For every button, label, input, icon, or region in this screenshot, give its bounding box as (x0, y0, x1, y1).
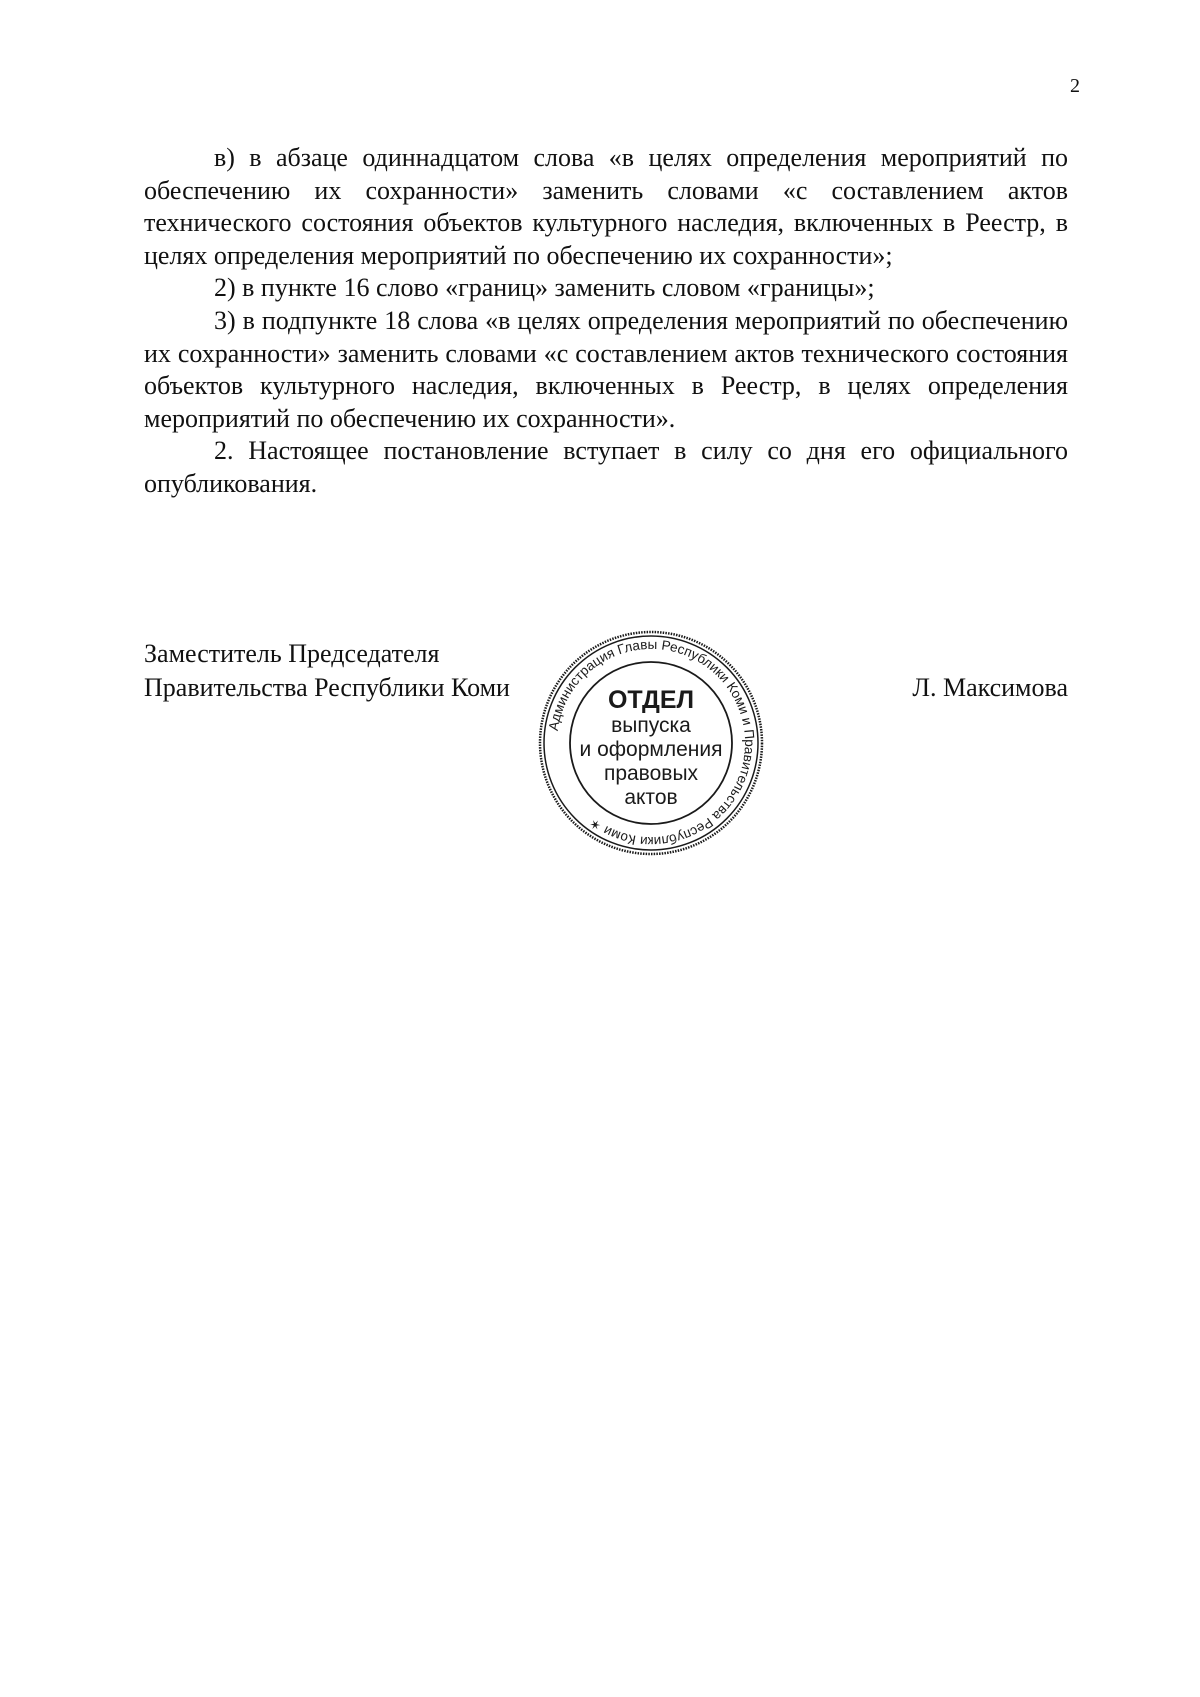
stamp-line-2: выпуска (611, 714, 691, 737)
paragraph-item-2: 2) в пункте 16 слово «границ» заменить словом «границы»; (214, 273, 875, 303)
signatory-title (144, 637, 510, 705)
stamp-line-1: ОТДЕЛ (607, 686, 695, 714)
signatory-title-line-1: Заместитель Председателя (144, 639, 440, 668)
signatory-name: Л. Максимова (912, 673, 1068, 702)
signatory-title-line-2: Правительства Республики Коми (144, 673, 510, 702)
stamp-line-3: и оформления (579, 738, 723, 761)
stamp-line-5: актов (624, 786, 678, 809)
paragraph-effective-date: 2. Настоящее постановление вступает в силу со дня его официального опубликования. (144, 436, 1068, 498)
stamp-graphic (536, 628, 766, 858)
stamp-ring-textpath: Администрация Главы Республики Коми и Правительства Республики Коми ✶ (545, 636, 758, 850)
paragraph-subitem-v: в) в абзаце одиннадцатом слова «в целях определения мероприятий по обеспечению их сохранности» заменить словами «с составлением актов технического состояния объектов культурного наследия, включенных в Реестр, в целях определения мероприятий по обеспечению их сохранности»; (144, 143, 1068, 270)
stamp-line-4: правовых (603, 762, 699, 785)
page-number: 2 (1070, 75, 1080, 97)
official-stamp (536, 628, 766, 858)
document-body (144, 142, 1068, 501)
paragraph-item-3: 3) в подпункте 18 слова «в целях определения мероприятий по обеспечению их сохранности» заменить словами «с составлением актов технического состояния объектов культурного наследия, включенных в Реестр, в целях определения мероприятий по обеспечению их сохранности». (144, 305, 1068, 433)
